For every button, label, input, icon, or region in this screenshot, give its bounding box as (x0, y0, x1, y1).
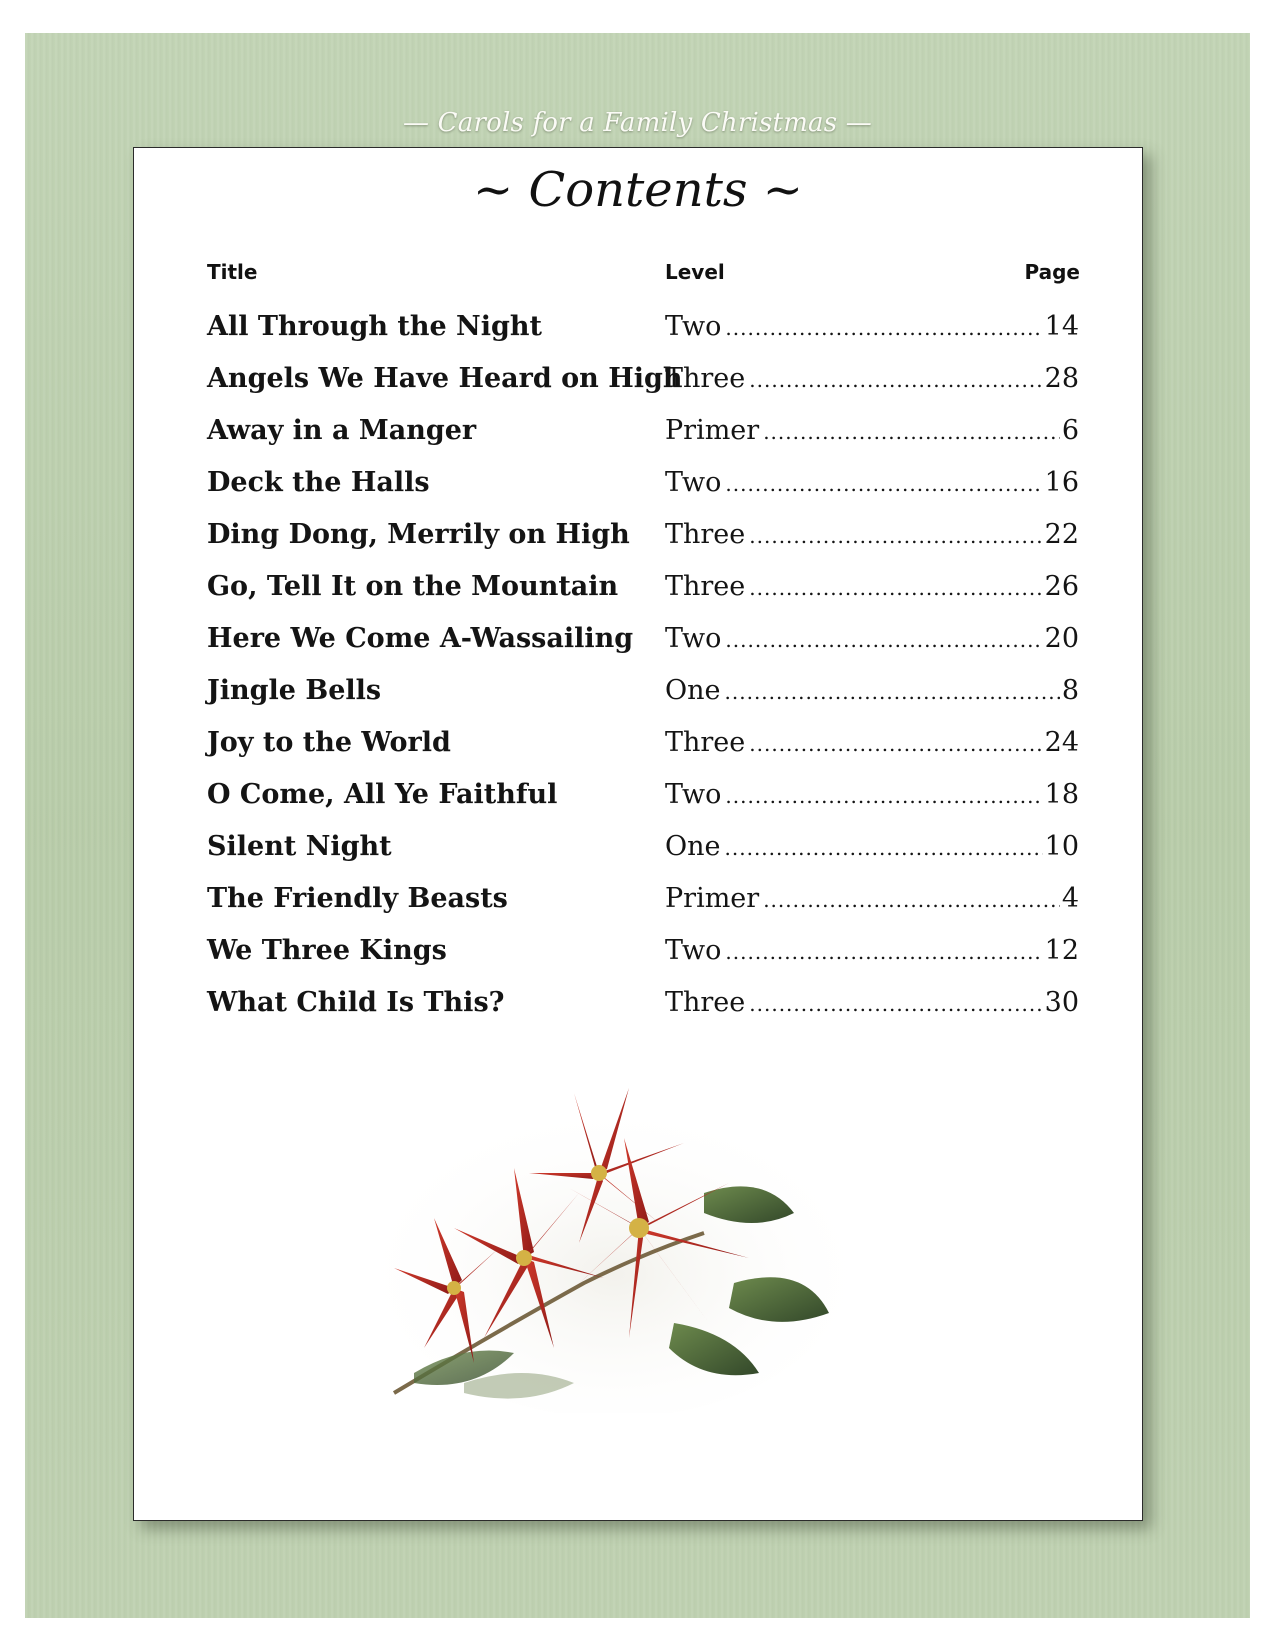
toc-entry-level: Three (665, 518, 746, 550)
dot-leader (749, 524, 1042, 548)
toc-entry-title: Jingle Bells (207, 674, 382, 706)
toc-entry[interactable] (207, 456, 1079, 508)
toc-entry-title: Joy to the World (207, 726, 451, 758)
toc-entry[interactable] (207, 924, 1079, 976)
toc-entry[interactable] (207, 300, 1079, 352)
toc-entry-level: Two (665, 934, 722, 966)
toc-entry-title: Silent Night (207, 830, 392, 862)
toc-entry-level: Two (665, 466, 722, 498)
toc-entry-page: 22 (1044, 518, 1079, 550)
toc-entry-title: What Child Is This? (207, 986, 505, 1018)
toc-entry-title: Away in a Manger (207, 414, 477, 446)
dot-leader (725, 940, 1042, 964)
toc-entry-page: 20 (1044, 622, 1079, 654)
toc-entry-level: Primer (665, 882, 760, 914)
toc-entry-page: 30 (1044, 986, 1079, 1018)
toc-entry-level: One (665, 674, 721, 706)
column-header-page: Page (1024, 260, 1080, 284)
toc-entry-title: The Friendly Beasts (207, 882, 508, 914)
toc-entry-level: Three (665, 570, 746, 602)
toc-entry-page: 24 (1044, 726, 1079, 758)
toc-entry-level: Three (665, 986, 746, 1018)
toc-entry-title: Go, Tell It on the Mountain (207, 570, 619, 602)
column-header-level: Level (665, 260, 725, 284)
toc-entry-page: 4 (1061, 882, 1079, 914)
toc-entry-level: Three (665, 726, 746, 758)
toc-entry-title: O Come, All Ye Faithful (207, 778, 558, 810)
toc-entry-page: 12 (1044, 934, 1079, 966)
page-title: ~ Contents ~ (472, 162, 804, 218)
toc-entry[interactable] (207, 508, 1079, 560)
toc-entry-level: Primer (665, 414, 760, 446)
toc-entry-page: 8 (1061, 674, 1079, 706)
toc-entry[interactable] (207, 612, 1079, 664)
dot-leader (763, 888, 1060, 912)
toc-entry[interactable] (207, 664, 1079, 716)
dot-leader (749, 368, 1042, 392)
toc-entry-level: One (665, 830, 721, 862)
toc-entry-page: 10 (1044, 830, 1079, 862)
dot-leader (749, 576, 1042, 600)
dot-leader (725, 784, 1042, 808)
toc-entry-title: All Through the Night (207, 310, 542, 342)
toc-entry[interactable] (207, 404, 1079, 456)
toc-entry-page: 28 (1044, 362, 1079, 394)
toc-entry[interactable] (207, 872, 1079, 924)
toc-entry-level: Three (665, 362, 746, 394)
running-head: — Carols for a Family Christmas — (403, 108, 872, 138)
toc-entry-title: Deck the Halls (207, 466, 430, 498)
toc-entry-page: 16 (1044, 466, 1079, 498)
toc-entry[interactable] (207, 820, 1079, 872)
dot-leader (725, 836, 1043, 860)
toc-entry-page: 26 (1044, 570, 1079, 602)
dot-leader (725, 472, 1042, 496)
toc-entry[interactable] (207, 560, 1079, 612)
toc-entry-title: Angels We Have Heard on High (207, 362, 683, 394)
toc-entry-level: Two (665, 622, 722, 654)
column-header-title: Title (207, 260, 258, 284)
dot-leader (749, 992, 1042, 1016)
dot-leader (725, 680, 1060, 704)
dot-leader (725, 628, 1042, 652)
toc-entry-page: 6 (1061, 414, 1079, 446)
dot-leader (763, 420, 1060, 444)
toc-entry[interactable] (207, 352, 1079, 404)
toc-entry[interactable] (207, 716, 1079, 768)
toc-entry-title: Ding Dong, Merrily on High (207, 518, 630, 550)
toc-entry-level: Two (665, 310, 722, 342)
toc-entry-page: 18 (1044, 778, 1079, 810)
dot-leader (749, 732, 1042, 756)
contents-page (133, 147, 1143, 1521)
toc-entry-title: Here We Come A-Wassailing (207, 622, 634, 654)
toc-entry-title: We Three Kings (207, 934, 447, 966)
toc-entry-level: Two (665, 778, 722, 810)
toc-list (207, 300, 1079, 1028)
toc-entry[interactable] (207, 768, 1079, 820)
toc-entry[interactable] (207, 976, 1079, 1028)
dot-leader (725, 316, 1042, 340)
toc-entry-page: 14 (1044, 310, 1079, 342)
poinsettia-illustration (374, 1083, 854, 1413)
